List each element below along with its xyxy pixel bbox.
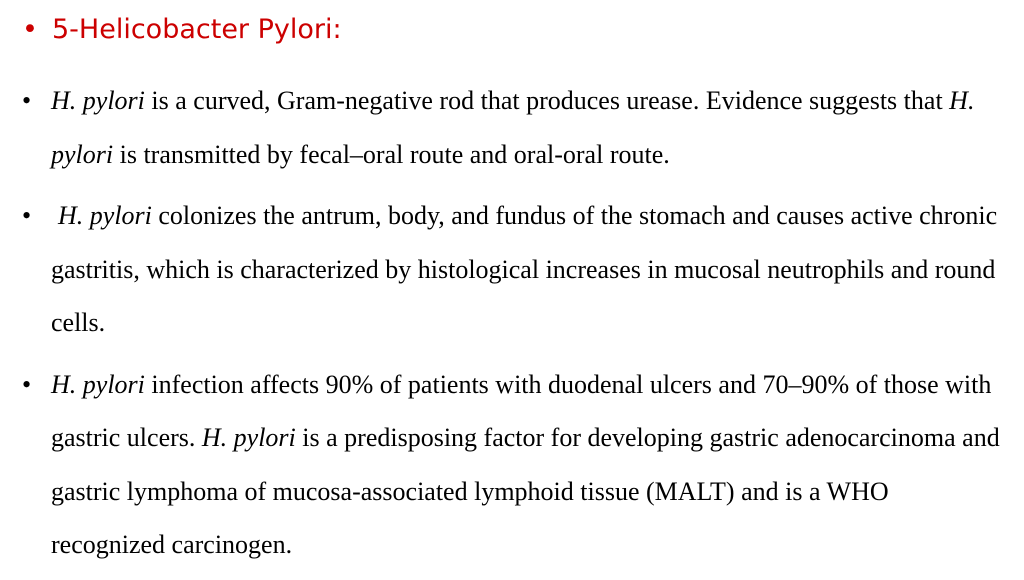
text-segment: colonizes the antrum, body, and fundus of the stomach and causes active chronic gastritis, which is characterized by histological increases in mucosal neutrophils and round cells. <box>51 201 998 337</box>
text-segment: infection affects 90% of patients with duodenal ulcers and 70–90% of those with gastric ulcers. <box>51 369 992 452</box>
text-segment: is transmitted by fecal–oral route and oral-oral route. <box>113 139 670 169</box>
organism-name: H. pylori <box>58 201 152 230</box>
slide-title-row <box>22 14 342 45</box>
organism-name: H. pylori <box>51 86 145 115</box>
organism-name: H. pylori <box>201 423 296 452</box>
bullet-marker: • <box>22 86 32 115</box>
organism-name: H. pylori <box>51 369 145 399</box>
text-segment: is a predisposing factor for developing gastric adenocarcinoma and gastric lymphoma of mucosa-associated lymphoid tissue (MALT) and is a WHO recognized carcinogen. <box>51 423 1000 559</box>
bullet-text <box>51 358 1007 572</box>
bullet-text <box>51 74 1007 181</box>
title-bullet: • <box>22 14 38 45</box>
bullet-item-2 <box>22 189 1007 350</box>
bullet-text <box>51 189 1007 350</box>
slide-title: 5-Helicobacter Pylori: <box>52 14 342 45</box>
bullet-list <box>22 74 1007 580</box>
bullet-marker: • <box>22 369 32 399</box>
bullet-item-1 <box>22 74 1007 181</box>
text-segment: is a curved, Gram-negative rod that produces urease. Evidence suggests that <box>144 86 950 115</box>
bullet-marker: • <box>22 201 32 230</box>
bullet-item-3 <box>22 358 1007 572</box>
organism-name: H. pylori <box>51 86 975 169</box>
